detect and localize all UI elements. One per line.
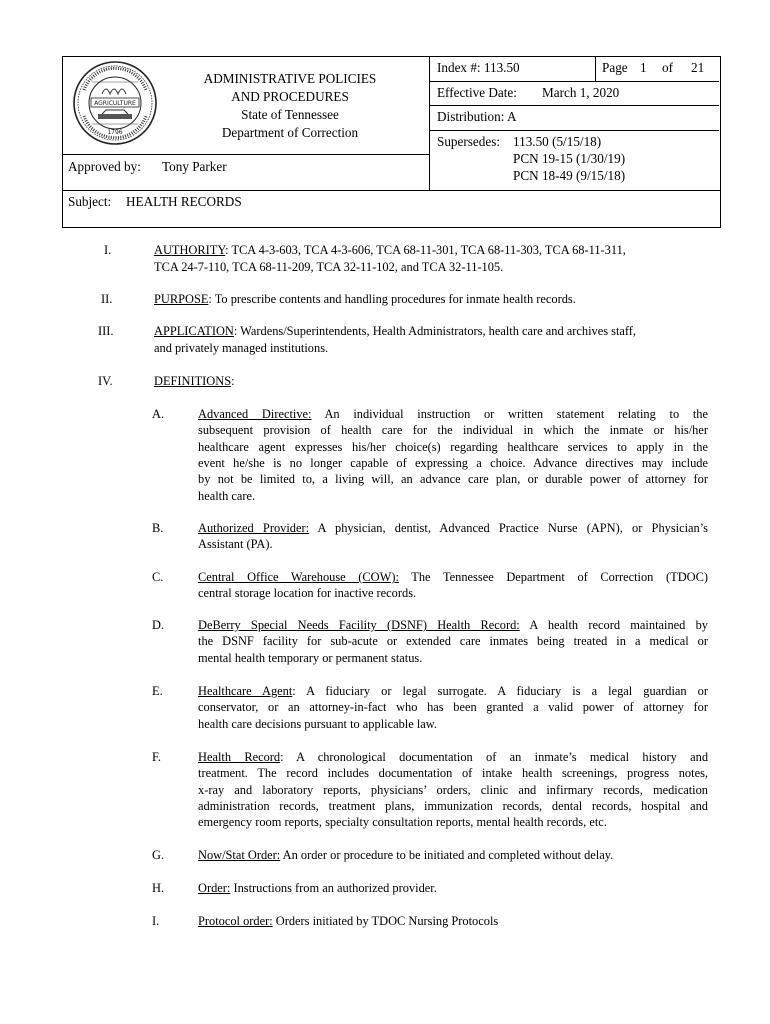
definition-line [198,880,708,897]
header-title-line1: ADMINISTRATIVE POLICIES [203,71,377,86]
section-authority-line2: TCA 24-7-110, TCA 68-11-209, TCA 32-11-102, and TCA 32-11-105. [154,260,504,274]
header-state: State of Tennessee [241,107,339,122]
definition-text: Assistant (PA). [198,537,273,552]
definition-text: the DSNF facility for sub-acute or extended care inmates being treated in a medical or [198,634,708,649]
definition-text: An order or procedure to be initiated and completed without delay. [280,848,614,862]
effective-date-label: Effective Date: [437,85,517,100]
index-number: Index #: 113.50 [437,60,520,75]
section-authority-text1: : TCA 4-3-603, TCA 4-3-606, TCA 68-11-301, TCA 68-11-303, TCA 68-11-311, [225,243,626,257]
definition-line [198,569,708,586]
definition-text: central storage location for inactive records. [198,586,417,601]
section-application-line2: and privately managed institutions. [154,341,329,355]
definition-line [198,406,708,423]
definition-text: event he/she is no longer capable of expressing a choice. Advance directives may include [198,455,708,470]
definition-line [198,439,708,456]
svg-text:1796: 1796 [107,129,123,136]
section-purpose-line [154,291,576,308]
header-rule-subject [62,190,721,191]
definition-line [198,488,708,505]
definition-text: : A chronological documentation of an inmate’s medical history and [280,750,709,764]
approved-by-label: Approved by: [68,159,141,174]
supersedes-label: Supersedes: [437,134,500,149]
definition-line [198,699,708,716]
definition-text: The Tennessee Department of Correction (TDOC) [398,570,708,584]
header-department: Department of Correction [221,125,359,140]
definition-letter: D. [152,618,165,632]
definition-line [198,749,708,766]
definition-text: Instructions from an authorized provider. [230,881,437,895]
definition-line [198,471,708,488]
definition-text: healthcare agent expresses his/her choice(s) regarding healthcare services to apply in the [198,439,708,454]
section-application-title: APPLICATION [154,324,234,338]
definition-text: x-ray and laboratory reports, physicians’ orders, clinic and infirmary records, medication [198,782,708,797]
definition-text: : A fiduciary or legal surrogate. A fiduciary is a legal guardian or [292,684,708,698]
section-definitions-colon: : [231,374,235,388]
definition-letter: F. [152,750,161,764]
section-authority-line1 [154,242,714,259]
definition-line [198,585,708,602]
definition-letter: A. [152,407,165,421]
definition-letter: E. [152,684,163,698]
header-divider-page [595,56,596,81]
section-application-text1: : Wardens/Superintendents, Health Administrators, health care and archives staff, [233,324,637,338]
definition-term: Advanced Directive: [198,407,312,421]
section-definitions-title: DEFINITIONS [154,374,232,388]
header-divider-vertical [429,56,430,191]
definition-line [198,683,708,700]
definition-letter: I. [152,914,160,928]
definition-line [198,782,708,799]
supersedes-item-2: PCN 19-15 (1/30/19) [513,151,626,166]
definition-text: health care decisions pursuant to applicable law. [198,716,438,731]
definition-term: Now/Stat Order: [198,848,281,862]
definition-letter: B. [152,521,164,535]
definition-text: Orders initiated by TDOC Nursing Protocols [272,914,499,928]
section-number-2: II. [101,292,113,306]
definition-text: conservator, or an attorney-in-fact who has been granted a valid power of attorney for [198,700,708,715]
page-label: Page [602,60,628,75]
definition-line [198,520,708,537]
definition-letter: H. [152,881,165,895]
definition-text: administration records, treatment plans, immunization records, dental records, hospital and [198,798,708,813]
definition-term: Health Record [198,750,281,764]
section-definitions-line [154,373,235,390]
definition-line [198,798,708,815]
definition-term: Healthcare Agent [198,684,293,698]
distribution: Distribution: A [437,109,517,124]
definition-line [198,765,708,782]
section-number-3: III. [98,324,114,338]
approved-by-value: Tony Parker [162,159,227,174]
header-rule-index [429,81,719,82]
effective-date-value: March 1, 2020 [542,85,620,100]
section-number-1: I. [104,243,112,257]
section-number-4: IV. [98,374,113,388]
section-application-line1 [154,323,636,340]
definition-letter: C. [152,570,164,584]
definition-letter: G. [152,848,165,862]
definition-line [198,913,708,930]
definition-line [198,536,708,553]
definition-term: Central Office Warehouse (COW): [198,570,399,584]
header-rule-effective [429,105,719,106]
definition-text: A health record maintained by [519,618,708,632]
definition-term: Authorized Provider: [198,521,310,535]
section-purpose-text: : To prescribe contents and handling procedures for inmate health records. [208,292,576,306]
definition-line [198,422,708,439]
supersedes-item-1: 113.50 (5/15/18) [513,134,602,149]
section-purpose-title: PURPOSE [154,292,209,306]
definition-text: emergency room reports, specialty consultation reports, mental health records, etc. [198,815,607,830]
definition-line [198,455,708,472]
definition-text: treatment. The record includes documentation of intake health screenings, progress notes, [198,766,708,781]
page-number: 1 [640,60,647,75]
definition-text: health care. [198,488,256,503]
definition-text: An individual instruction or written statement relating to the [311,407,708,421]
svg-text:AGRICULTURE: AGRICULTURE [94,100,136,107]
subject-label: Subject: [68,194,112,209]
definition-text: A physician, dentist, Advanced Practice Nurse (APN), or Physician’s [309,521,708,535]
definition-line [198,814,708,831]
definition-line [198,847,708,864]
header-rule-distribution [429,130,719,131]
section-authority-title: AUTHORITY [154,243,226,257]
definition-line [198,650,708,667]
definition-term: Order: [198,881,231,895]
state-seal-icon [72,60,158,146]
definition-line [198,633,708,650]
definition-text: subsequent provision of health care for the individual in which the inmate or his/her [198,423,708,438]
definition-line [198,716,708,733]
subject-value: HEALTH RECORDS [126,194,242,209]
definition-text: by not be limited to, a living will, an advance care plan, or durable power of attorney for [198,472,708,487]
definition-term: DeBerry Special Needs Facility (DSNF) Health Record: [198,618,520,632]
header-title-line2: AND PROCEDURES [231,89,349,104]
definition-text: mental health temporary or permanent status. [198,650,423,665]
supersedes-item-3: PCN 18-49 (9/15/18) [513,168,626,183]
of-label: of [662,60,673,75]
page-total: 21 [691,60,705,75]
header-rule-approved [62,154,430,155]
definition-line [198,617,708,634]
definition-term: Protocol order: [198,914,273,928]
